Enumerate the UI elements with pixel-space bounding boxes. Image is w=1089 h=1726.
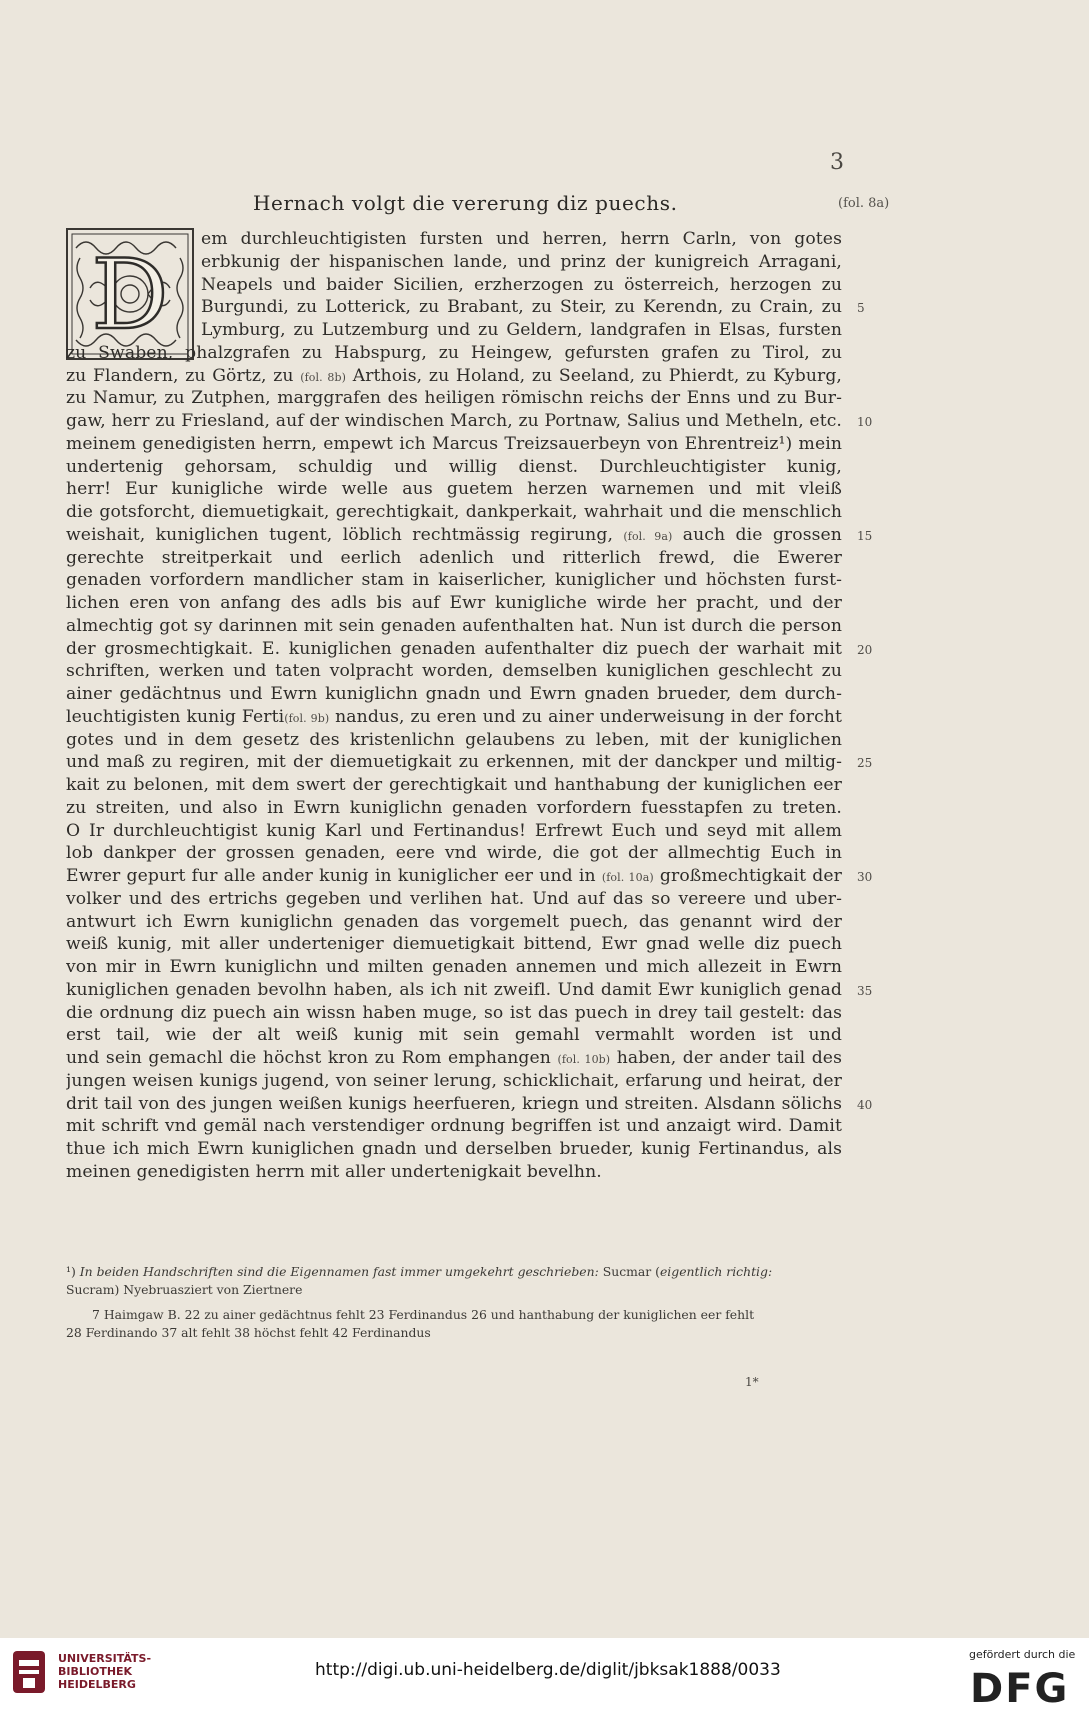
text-line: em durchleuchtigisten fursten und herren, herrn Carln, von gotes <box>201 229 842 249</box>
text-line: erbkunig der hispanischen lande, und prinz der kunigreich Arragani, <box>201 251 842 272</box>
text-line: und sein gemachl die höchst kron zu Rom emphangen (fol. 10b) haben, der ander tail des <box>66 1048 842 1068</box>
text-line: kuniglichen genaden bevolhn haben, als ich nit zweifl. Und damit Ewr kuniglich genad <box>66 979 842 1000</box>
text-line: und maß zu regiren, mit der diemuetigkait zu erkennen, mit der danckper und miltig- <box>66 752 842 773</box>
text-line: antwurt ich Ewrn kuniglichn genaden das vorgemelt puech, das genannt wird der <box>66 911 842 932</box>
initial-letter: D <box>91 239 169 351</box>
text-line: lob dankper der grossen genaden, eere vnd wirde, die got der allmechtig Euch in <box>66 843 842 864</box>
text-line: Burgundi, zu Lotterick, zu Brabant, zu Steir, zu Kerendn, zu Crain, zu <box>201 297 842 318</box>
ornamental-initial-d <box>66 228 194 360</box>
text-line: Lymburg, zu Lutzemburg und zu Geldern, landgrafen in Elsas, fursten <box>201 320 842 340</box>
text-line: jungen weisen kunigs jugend, von seiner lerung, schicklichait, erfarung und heirat, der <box>66 1070 842 1091</box>
line-number: 30 <box>857 870 873 884</box>
line-number: 40 <box>857 1097 873 1112</box>
section-heading: Hernach volgt die vererung diz puechs. <box>253 191 678 215</box>
text-line: gaw, herr zu Friesland, auf der windischen March, zu Portnaw, Salius und Metheln, etc. <box>66 411 842 431</box>
text-line: zu streiten, und also in Ewrn kuniglichn genaden vorfordern fuesstapfen zu treten. <box>66 797 842 818</box>
text-line: genaden vorfordern mandlicher stam in kaiserlicher, kuniglicher und höchsten furst- <box>66 570 842 591</box>
text-line: der grosmechtigkait. E. kuniglichen genaden aufenthalter diz puech der warhait mit <box>66 638 842 659</box>
apparatus-line-1: 7 Haimgaw B. 22 zu ainer gedächtnus fehlt 23 Ferdinandus 26 und hanthabung der kuniglichen eer fehlt <box>92 1307 755 1322</box>
funder-caption: gefördert durch die <box>969 1648 1076 1661</box>
document-url-link[interactable]: http://digi.ub.uni-heidelberg.de/diglit/jbksak1888/0033 <box>315 1660 781 1680</box>
folio-reference: (fol. 8b) <box>300 370 347 384</box>
text-line: die gotsforcht, diemuetigkait, gerechtigkait, dankperkait, wahrhait und die menschlich <box>66 502 842 522</box>
line-number: 35 <box>857 983 873 998</box>
text-line: zu Namur, zu Zutphen, marggrafen des heiligen römischn reichs der Enns und zu Bur- <box>66 388 842 409</box>
page-number: 3 <box>830 150 844 175</box>
text-line: O Ir durchleuchtigist kunig Karl und Fertinandus! Erfrewt Euch und seyd mit allem <box>66 820 842 841</box>
folio-reference: (fol. 10b) <box>557 1053 611 1066</box>
text-line: erst tail, wie der alt weiß kunig mit sein gemahl vermahlt worden ist und <box>66 1025 842 1046</box>
text-line: ainer gedächtnus und Ewrn kuniglichn gnadn und Ewrn gnaden brueder, dem durch- <box>66 684 842 704</box>
heading-folio-reference: (fol. 8a) <box>838 196 890 211</box>
text-line: von mir in Ewrn kuniglichn und milten genaden annemen und mich allezeit in Ewrn <box>66 957 842 977</box>
text-line: gotes und in dem gesetz des kristenlichn gelaubens zu leben, mit der kuniglichen <box>66 729 842 750</box>
text-line: almechtig got sy darinnen mit sein genaden aufenthalten hat. Nun ist durch die person <box>66 615 842 636</box>
text-line: herr! Eur kunigliche wirde welle aus guetem herzen warnemen und mit vleiß <box>66 479 842 500</box>
line-number: 10 <box>857 415 873 429</box>
text-line: lichen eren von anfang des adls bis auf Ewr kunigliche wirde her pracht, und der <box>66 593 842 613</box>
text-line: meinem genedigisten herrn, empewt ich Marcus Treizsauerbeyn von Ehrentreiz¹) mein <box>66 433 842 454</box>
text-line: gerechte streitperkait und eerlich adenlich und ritterlich frewd, die Ewerer <box>66 547 842 568</box>
university-seal-icon <box>12 1650 46 1694</box>
text-line: schriften, werken und taten volpracht worden, demselben kuniglichen geschlecht zu <box>66 661 842 682</box>
text-line: drit tail von des jungen weißen kunigs heerfueren, kriegn und streiten. Alsdann sölichs <box>66 1093 842 1114</box>
text-line: Neapels und baider Sicilien, erzherzogen zu österreich, herzogen zu <box>201 274 842 295</box>
text-line: kait zu belonen, mit dem swert der gerechtigkait und hanthabung der kuniglichen eer <box>66 775 842 795</box>
text-line: meinen genedigisten herrn mit aller undertenigkait bevelhn. <box>66 1161 602 1182</box>
footer-bar <box>0 1638 1089 1726</box>
text-line: weiß kunig, mit aller underteniger diemuetigkait bittend, Ewr gnad welle diz puech <box>66 934 842 955</box>
folio-reference: (fol. 10a) <box>601 871 654 884</box>
text-line: undertenig gehorsam, schuldig und willig dienst. Durchleuchtigister kunig, <box>66 456 842 477</box>
line-number: 20 <box>857 642 873 657</box>
text-line: weishait, kuniglichen tugent, löblich rechtmässig regirung, (fol. 9a) auch die grossen <box>66 524 842 545</box>
line-number: 15 <box>857 528 873 543</box>
dfg-logo: DFG <box>970 1666 1070 1712</box>
text-line: leuchtigisten kunig Ferti(fol. 9b) nandus, zu eren und zu ainer underweisung in der forcht <box>66 706 842 727</box>
text-line: zu Flandern, zu Görtz, zu (fol. 8b) Arthois, zu Holand, zu Seeland, zu Phierdt, zu Kyburg, <box>66 365 842 386</box>
line-number: 5 <box>857 301 865 316</box>
signature-mark: 1* <box>745 1375 759 1389</box>
folio-reference: (fol. 9a) <box>623 529 673 543</box>
footnote-continuation: Sucram) Nyebruasziert von Ziertnere <box>66 1282 303 1297</box>
text-line: volker und des ertrichs gegeben und verlihen hat. Und auf das so vereere und uber- <box>66 888 842 909</box>
text-line: zu Swaben, phalzgrafen zu Habspurg, zu Heingew, gefursten grafen zu Tirol, zu <box>66 342 842 363</box>
text-line: mit schrift vnd gemäl nach verstendiger ordnung begriffen ist und anzaigt wird. Damit <box>66 1116 842 1137</box>
apparatus-line-2: 28 Ferdinando 37 alt fehlt 38 höchst fehlt 42 Ferdinandus <box>66 1325 431 1340</box>
text-line: Ewrer gepurt fur alle ander kunig in kuniglicher eer und in (fol. 10a) großmechtigkait der <box>66 866 842 886</box>
footnote: ¹) In beiden Handschriften sind die Eigennamen fast immer umgekehrt geschrieben: Sucmar (eigentlich richtig: <box>66 1264 773 1279</box>
library-name: UNIVERSITÄTS- BIBLIOTHEK HEIDELBERG <box>58 1652 152 1691</box>
folio-reference: (fol. 9b) <box>284 711 330 725</box>
line-number: 25 <box>857 756 873 771</box>
text-line: thue ich mich Ewrn kuniglichen gnadn und derselben brueder, kunig Fertinandus, als <box>66 1139 842 1159</box>
text-line: die ordnung diz puech ain wissn haben muge, so ist das puech in drey tail gestelt: das <box>66 1002 842 1023</box>
